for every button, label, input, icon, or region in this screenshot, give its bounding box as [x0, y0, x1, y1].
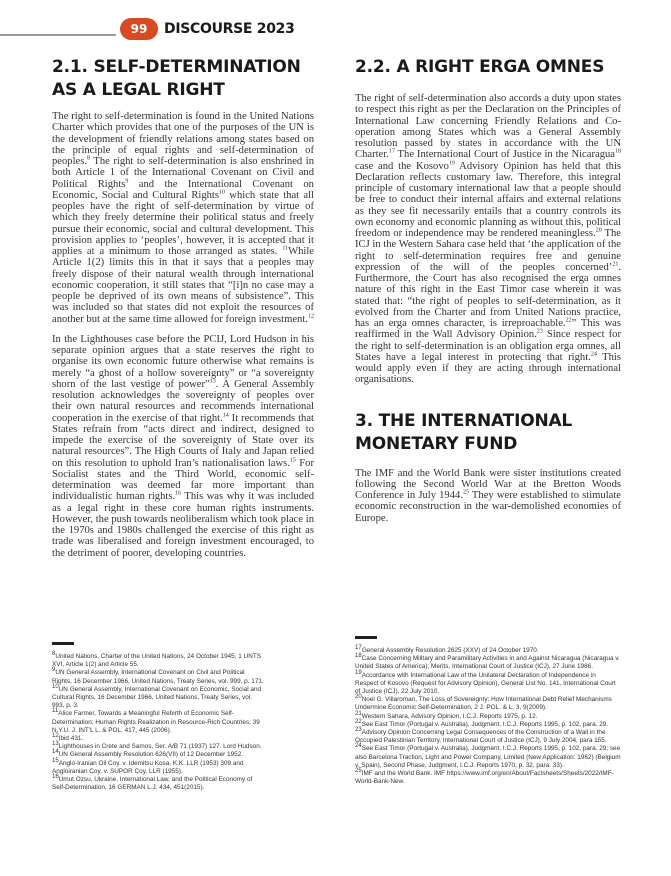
footnote-number: 11 [52, 708, 59, 715]
footnote-item [355, 696, 621, 712]
paragraph-imf [355, 468, 621, 524]
footnote-marker[interactable]: 12 [307, 312, 314, 319]
footnote-marker[interactable]: 17 [388, 148, 395, 155]
text-run: The International Court of Justice in the Nicaragua [394, 149, 615, 161]
text-run: ” This was reaffirmed in the Wall Advisory Opinion. [355, 318, 621, 341]
text-run: The IMF and the World Bank were sister institutions created following the Second World War at the Bretton Woods Conference in July 1944. [355, 467, 621, 501]
footnote-marker[interactable]: 9 [125, 177, 129, 184]
left-column [52, 56, 314, 559]
text-run: This would apply even if they are acting through international organisations. [355, 351, 621, 386]
footnote-marker[interactable]: 21 [612, 261, 619, 268]
footnote-marker[interactable]: 24 [590, 351, 597, 358]
footnote-text: Anglo-Iranian Oil Coy. v. Idemitsu Kosa, K.K. LLR (1953) 309 and Angloiranian Coy. v. SUPOR Coy. LLR (1955). [52, 759, 244, 775]
page-number-badge: 99 [120, 18, 158, 40]
paragraph-erga-omnes [355, 93, 621, 386]
header-rule [0, 34, 116, 36]
footnote-item [52, 732, 266, 743]
footnote-item [52, 669, 266, 685]
footnote-number: 24 [355, 743, 362, 750]
footnote-number: 14 [52, 749, 59, 756]
text-run: Advisory Opinion has held that this Declaration reflects customary law. Therefore, this integral principle of customary international law that a people should be free to conduct their internal affairs and external relations as they see fit necessarily entails that a country controls its own economy and economic planning as without this, political freedom or independence may be rendered meaningless. [355, 160, 622, 239]
footnote-number: 19 [355, 669, 362, 676]
text-run: While Article 1(2) limits this in that it says that a peoples may freely dispose of their natural wealth through international economic cooperation, it still states that “[i]n no case may a people be deprived of its own means of subsistence”. This was included so that states did not exploit the resources of another but at the same time allowed for foreign investment. [52, 246, 314, 325]
footnote-item [355, 726, 621, 745]
footnote-marker[interactable]: 11 [282, 245, 289, 252]
footnote-rule-right [355, 636, 377, 639]
footnote-number: 15 [52, 757, 59, 764]
footnote-item [355, 718, 621, 729]
footnote-marker[interactable]: 18 [615, 148, 621, 155]
footnote-number: 23 [355, 726, 362, 733]
paragraph-legal-right-1 [52, 111, 314, 325]
footnote-text: UN General Assembly, International Covenant on Economic, Social and Cultural Rights, 16 December 1966, United Nations, Treaty Series, vol. 993, p. 3. [52, 685, 262, 710]
footnote-marker[interactable]: 22 [565, 317, 572, 324]
footnote-text: Alice Farmer, Towards a Meaningful Rebirth of Economic Self-Determination: Human Rights Realization in Resource-Rich Countries, 39 N.Y.U. J. INT'L L. & POL. 417, 445 (2006). [52, 710, 260, 734]
footnote-number: 13 [52, 741, 59, 748]
footnotes-left [52, 650, 266, 792]
footnote-item [52, 751, 266, 759]
footnote-marker[interactable]: 10 [219, 189, 225, 196]
footnote-text: Lighthouses in Crete and Samos, Ser. A/B 71 (1937) 127. Lord Hudson. [58, 743, 262, 751]
footnote-text: UN General Assembly Resolution 626(VII) of 12 December 1952. [58, 751, 244, 759]
footnote-item [52, 710, 266, 735]
text-run: The right to self-determination is found in the United Nations Charter which provides that one of the purposes of the UN is the development of friendly relations among states based on the principle of equal rights and self-determination of peoples. [52, 111, 314, 167]
text-run: For Socialist states and the Third World, economic self-determination was deemed far more important than individualistic human rights. [52, 457, 314, 503]
footnote-item [355, 655, 621, 671]
footnote-marker[interactable]: 13 [209, 378, 216, 385]
text-run: They were established to stimulate economic reconstruction in the war-demolished economies of Europe. [355, 490, 621, 524]
footnote-text: Advisory Opinion Concerning Legal Consequences of the Construction of a Wall in the Occupied Palestinian Territory, International Court of Justice (ICJ), 9 July 2004, para 155. [355, 729, 607, 745]
footnote-item [52, 757, 266, 776]
footnote-text: See East Timor (Portugal v. Australia), Judgment, I.C.J. Reports 1995, p. 102, para. 29. [361, 720, 609, 728]
footnote-number: 20 [355, 694, 362, 701]
text-run: Since respect for the right to self-determination is an obligation erga omnes, all States have a legal interest in protecting that right. [355, 329, 621, 363]
footnote-number: 9 [52, 667, 56, 674]
footnote-marker[interactable]: 15 [289, 456, 296, 463]
right-column [355, 56, 621, 524]
footnote-item [52, 773, 266, 792]
text-run: . Furthermore, the Court has also recognised the erga omnes nature of this right in the East Timor case wherein it was stated that: “the right of peoples to self-determination, as it evolved from the Charter and from United Nations practice, has an erga omnes character, is irreproachable. [355, 261, 621, 329]
footnote-item [355, 644, 621, 655]
text-run: and the International Covenant on Economic, Social and Cultural Rights [52, 178, 314, 201]
footnote-number: 12 [52, 732, 59, 739]
section-heading-imf: 3. THE INTERNATIONAL MONETARY FUND [355, 410, 573, 454]
text-run: case and the Kosovo [355, 160, 449, 172]
footnote-number: 21 [355, 710, 362, 717]
footnote-marker[interactable]: 14 [222, 411, 229, 418]
footnote-text: Umut Ozsu, Ukraine, International Law, and the Political Economy of Self-Determination, 16 GERMAN L.J. 434, 451(2015). [52, 776, 253, 792]
footnote-text: Noel G. Villaroman, The Loss of Sovereignty: How International Debt Relief Mechanisms Undermine Economic Self-Determination, 2 J. POL. & L. 3, 9(2009). [355, 696, 612, 712]
footnote-number: 22 [355, 718, 362, 725]
footnote-number: 18 [355, 653, 362, 660]
footnote-marker[interactable]: 19 [448, 159, 455, 166]
footnote-text: Accordance with International Law of the Unilateral Declaration of Independence in Respect of Kosovo (Request for Advisory Opinion), General List No. 141, International Court of Justice (ICJ), 22 July 2010. [355, 671, 616, 696]
text-run: It recommends that States refrain from “acts direct and indirect, designed to impede the exercise of the sovereignty of State over its natural resources”. The High Courts of Italy and Japan relied on this resolution to uphold Iran’s nationalisation laws. [52, 412, 314, 469]
footnote-item [355, 745, 621, 770]
section-heading-erga-omnes: 2.2. A RIGHT ERGA OMNES [355, 57, 605, 77]
page-header [120, 18, 295, 40]
footnotes-right [355, 644, 621, 786]
text-run: This was why it was included as a legal right in these core human rights instruments. However, the push towards neoliberalism which took place in the 1970s and 1980s challenged the exercise of this right as trade was liberalised and foreign investment encouraged, to the detriment of poorer, developing countries. [52, 491, 314, 559]
footnote-item [355, 767, 621, 786]
footnote-text: General Assembly Resolution 2625 (XXV) of 24 October 1970. [361, 647, 539, 654]
footnote-marker[interactable]: 23 [536, 328, 543, 335]
footnote-text: United Nations, Charter of the United Nations, 24 October 1945, 1 UNTS XVI, Article 1(2) and Article 55. [52, 653, 262, 669]
paragraph-legal-right-2 [52, 334, 314, 559]
text-run: which state that all peoples have the right of self-determination by virtue of which they freely determine their political status and freely pursue their economic, social and cultural development. This provision applies to ‘peoples’, however, it is accepted that it applies at a minimum to those arranged as states. [52, 189, 315, 257]
footnote-number: 16 [52, 773, 59, 780]
footnote-item [355, 710, 621, 721]
text-run: . A General Assembly resolution acknowledges the sovereignty of peoples over their own natural resources and recommends international cooperation in the exercise of that right. [52, 378, 315, 424]
section-heading-self-determination: 2.1. SELF-DETERMINATION AS A LEGAL RIGHT [52, 57, 301, 100]
footnote-marker[interactable]: 16 [175, 490, 182, 497]
text-run: The ICJ in the Western Sahara case held that ‘the application of the right to self-determination requires free and genuine expression of the will of the peoples concerned’ [355, 228, 621, 273]
text-run: In the Lighthouses case before the PCIJ, Lord Hudson in his separate opinion argues that a state reserves the right to organise its own economic future otherwise what remains is merely “a ghost of a hollow sovereignty” or “a sovereignty shorn of the last vestige of power” [52, 333, 314, 390]
footnote-marker[interactable]: 25 [462, 489, 469, 496]
footnote-number: 8 [52, 650, 56, 657]
footnote-marker[interactable]: 8 [87, 155, 91, 162]
footnote-text: Western Sahara, Advisory Opinion, I.C.J. Reports 1975, p. 12. [361, 712, 538, 720]
footnote-text: IMF and the World Bank. IMF https://www.imf.org/en/About/Factsheets/Sheets/2022/IMF-World-Bank-New. [355, 770, 614, 786]
footnote-text: UN General Assembly, International Covenant on Civil and Political Rights, 16 December 1966, United Nations, Treaty Series, vol. 999, p. 171. [52, 669, 264, 685]
text-run: The right of self-determination also accords a duty upon states to respect this right as per the Declaration on the Principles of International Law concerning Friendly Relations and Co-operation among States which was a General Assembly resolution passed by states in accordance with the UN Charter. [355, 93, 621, 161]
footnote-text: See East Timor (Portugal v. Australia), Judgment, I.C.J. Reports 1995, p. 102, para. 29; see also Barcelona Traction, Light and Power Company, Limited (New Application: 1962) (Belgium v. Spain), Second Phase, Judgment, I.C.J. Reports 1970, p. 32, para. 33). [355, 745, 621, 769]
footnote-number: 10 [52, 683, 59, 690]
footnote-text: Ibid 431. [58, 735, 84, 743]
footnote-rule-left [52, 642, 74, 645]
journal-title: DISCOURSE 2023 [164, 21, 295, 37]
footnote-item [52, 683, 266, 711]
footnote-text: Case Concerning Military and Paramilitary Activities in and Against Nicaragua (Nicaragua v. United States of America); Merits, International Court of Justice (ICJ), 27 June 1986. [355, 655, 620, 671]
footnote-item [355, 669, 621, 697]
footnote-marker[interactable]: 20 [595, 227, 602, 234]
footnote-number: 17 [355, 644, 362, 651]
footnote-item [52, 650, 266, 669]
text-run: The right to self-determination is also enshrined in both Article 1 of the International Covenant on Civil and Political Rights [52, 156, 314, 190]
footnote-number: 25 [355, 767, 362, 774]
